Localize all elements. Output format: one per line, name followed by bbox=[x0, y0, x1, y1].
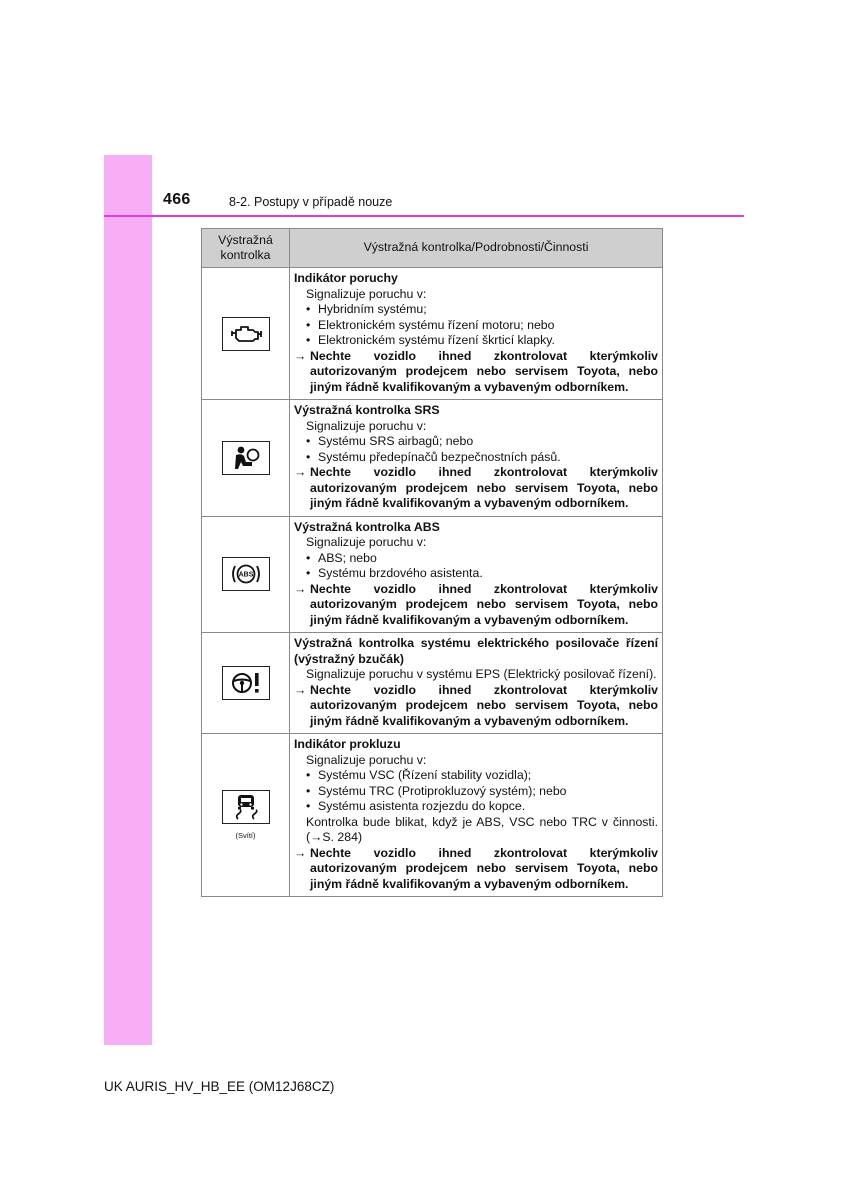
row-details bbox=[290, 734, 663, 897]
arrow-icon: → bbox=[294, 682, 307, 697]
row-intro: Signalizuje poruchu v: bbox=[306, 535, 427, 549]
row-title: Indikátor prokluzu bbox=[294, 737, 401, 751]
srs-airbag-icon bbox=[222, 441, 270, 475]
row-title: Výstražná kontrolka systému elektrického posilovače řízení (výstražný bzučák) bbox=[294, 636, 658, 666]
row-intro: Signalizuje poruchu v systému EPS (Elektrický posilovač řízení). bbox=[306, 667, 657, 681]
row-note: Kontrolka bude blikat, když je ABS, VSC nebo TRC v činnosti. (→S. 284) bbox=[306, 814, 658, 844]
chapter-side-tab bbox=[104, 155, 152, 1045]
header-col-icon: Výstražná kontrolka bbox=[202, 229, 290, 268]
power-steering-warning-icon bbox=[222, 666, 270, 700]
list-item: • Systému TRC (Protiprokluzový systém); nebo bbox=[306, 783, 567, 798]
table-row bbox=[202, 268, 663, 400]
list-item: • Hybridním systému; bbox=[306, 302, 427, 316]
abs-icon-label: ABS bbox=[238, 571, 253, 579]
arrow-icon: → bbox=[294, 581, 307, 596]
footer-model-code: UK AURIS_HV_HB_EE (OM12J68CZ) bbox=[104, 1079, 335, 1094]
icon-cell bbox=[202, 268, 290, 400]
icon-cell bbox=[202, 516, 290, 633]
row-action: → Nechte vozidlo ihned zkontrolovat kterýmkoliv autorizovaným prodejcem nebo servisem Toyota, nebo jiným řádně kvalifikovaným a vybaveným odborníkem. bbox=[294, 581, 658, 627]
row-details bbox=[290, 633, 663, 734]
header-rule bbox=[104, 215, 744, 217]
slip-indicator-icon bbox=[222, 790, 270, 824]
row-intro: Signalizuje poruchu v: bbox=[306, 752, 427, 767]
arrow-icon: → bbox=[294, 845, 307, 860]
page-number: 466 bbox=[163, 191, 191, 208]
row-details bbox=[290, 400, 663, 517]
row-details bbox=[290, 516, 663, 633]
arrow-icon: → bbox=[294, 348, 307, 363]
table-row bbox=[202, 516, 663, 633]
header-col-details: Výstražná kontrolka/Podrobnosti/Činnosti bbox=[290, 229, 663, 268]
icon-caption: (Svítí) bbox=[235, 830, 256, 840]
list-item: • Systému předepínačů bezpečnostních pásů. bbox=[306, 449, 561, 464]
table-row bbox=[202, 400, 663, 517]
list-item: • Systému SRS airbagů; nebo bbox=[306, 434, 474, 448]
row-title: Výstražná kontrolka SRS bbox=[294, 403, 440, 417]
row-details bbox=[290, 268, 663, 400]
row-intro: Signalizuje poruchu v: bbox=[306, 286, 427, 301]
table-row bbox=[202, 734, 663, 897]
row-title: Výstražná kontrolka ABS bbox=[294, 519, 440, 534]
row-action: → Nechte vozidlo ihned zkontrolovat kterýmkoliv autorizovaným prodejcem nebo servisem Toyota, nebo jiným řádně kvalifikovaným a vybaveným odborníkem. bbox=[294, 348, 658, 394]
table-row bbox=[202, 633, 663, 734]
table-header-row bbox=[202, 229, 663, 268]
list-item: • Systému brzdového asistenta. bbox=[306, 566, 483, 580]
row-title: Indikátor poruchy bbox=[294, 271, 398, 285]
icon-cell bbox=[202, 400, 290, 517]
list-item: • ABS; nebo bbox=[306, 550, 377, 565]
engine-check-icon bbox=[222, 317, 270, 351]
list-item: • Elektronickém systému řízení škrticí klapky. bbox=[306, 333, 555, 347]
icon-cell bbox=[202, 734, 290, 897]
list-item: • Systému asistenta rozjezdu do kopce. bbox=[306, 799, 526, 813]
arrow-icon: → bbox=[294, 465, 307, 479]
row-action: → Nechte vozidlo ihned zkontrolovat kterýmkoliv autorizovaným prodejcem nebo servisem Toyota, nebo jiným řádně kvalifikovaným a vybaveným odborníkem. bbox=[294, 465, 658, 510]
row-action: → Nechte vozidlo ihned zkontrolovat kterýmkoliv autorizovaným prodejcem nebo servisem Toyota, nebo jiným řádně kvalifikovaným a vybaveným odborníkem. bbox=[294, 845, 658, 891]
row-action: → Nechte vozidlo ihned zkontrolovat kterýmkoliv autorizovaným prodejcem nebo servisem Toyota, nebo jiným řádně kvalifikovaným a vybaveným odborníkem. bbox=[294, 682, 658, 728]
list-item: • Systému VSC (Řízení stability vozidla); bbox=[306, 768, 532, 782]
row-intro: Signalizuje poruchu v: bbox=[306, 418, 427, 433]
abs-icon bbox=[222, 557, 270, 591]
list-item: • Elektronickém systému řízení motoru; nebo bbox=[306, 317, 555, 332]
icon-cell bbox=[202, 633, 290, 734]
warning-lights-table bbox=[201, 228, 663, 897]
section-title: 8-2. Postupy v případě nouze bbox=[229, 195, 393, 209]
